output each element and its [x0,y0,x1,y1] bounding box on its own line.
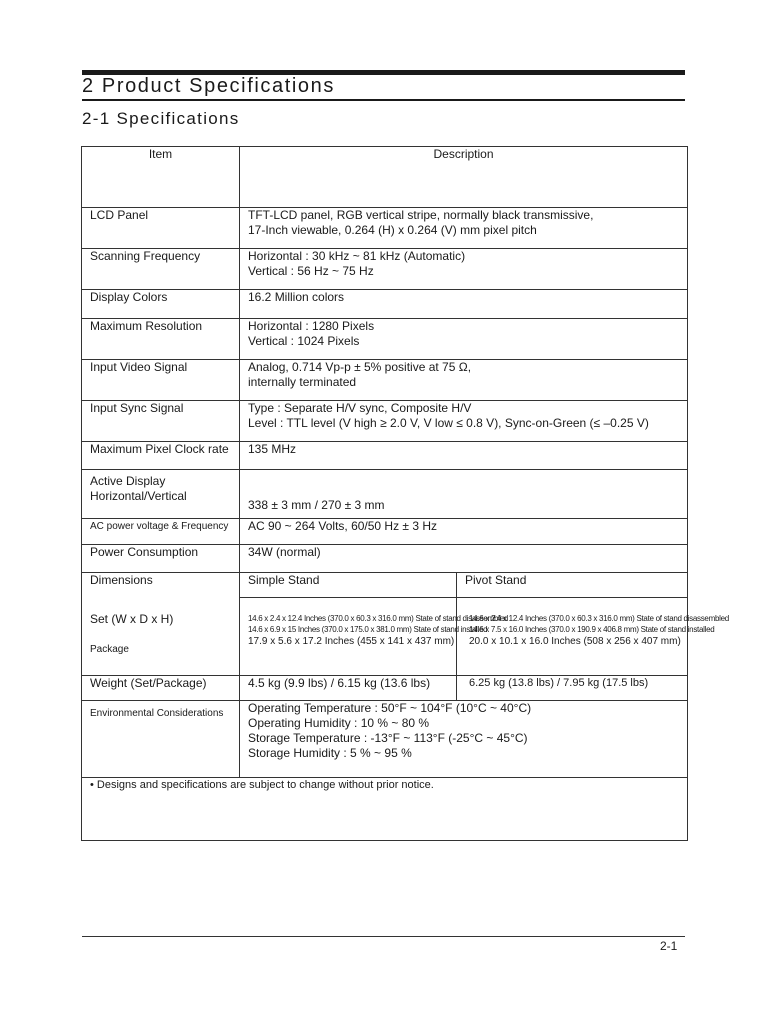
set-label: Set (W x D x H) [90,611,174,626]
col-simple-stand: Simple Stand [240,573,457,598]
desc-active-display: 338 ± 3 mm / 270 ± 3 mm [240,470,688,519]
desc-environmental: Operating Temperature : 50°F ~ 104°F (10°C ~ 40°C) Operating Humidity : 10 % ~ 80 % Storage Temperature : -13°F ~ 113°F (-25°C ~ 45°C) Storage Humidity : 5 % ~ 95 % [240,701,688,778]
item-input-sync-signal: Input Sync Signal [82,401,240,442]
item-dimensions: Dimensions [82,573,240,598]
footer-rule [82,936,685,937]
table-row [82,360,688,401]
desc-scanning-frequency: Horizontal : 30 kHz ~ 81 kHz (Automatic) Vertical : 56 Hz ~ 75 Hz [240,249,688,290]
item-ac-power: AC power voltage & Frequency [82,519,240,545]
page-number: 2-1 [660,939,678,953]
section-title: 2-1 Specifications [82,109,240,128]
desc-max-pixel-clock: 135 MHz [240,442,688,470]
item-scanning-frequency: Scanning Frequency [82,249,240,290]
item-display-colors: Display Colors [82,290,240,319]
table-row [82,676,688,701]
table-row [82,470,688,519]
table-row [82,442,688,470]
table-row [82,701,688,778]
chapter-title: 2 Product Specifications [82,74,685,101]
desc-maximum-resolution: Horizontal : 1280 Pixels Vertical : 1024 Pixels [240,319,688,360]
item-input-video-signal: Input Video Signal [82,360,240,401]
desc-display-colors: 16.2 Million colors [240,290,688,319]
desc-input-video-signal: Analog, 0.714 Vp-p ± 5% positive at 75 Ω, internally terminated [240,360,688,401]
table-row [82,319,688,360]
item-environmental: Environmental Considerations [82,701,240,778]
footnote: • Designs and specifications are subject to change without prior notice. [82,778,688,841]
col-pivot-stand: Pivot Stand [457,573,688,598]
desc-weight-pivot: 6.25 kg (13.8 lbs) / 7.95 kg (17.5 lbs) [457,676,688,701]
desc-input-sync-signal: Type : Separate H/V sync, Composite H/V Level : TTL level (V high ≥ 2.0 V, V low ≤ 0.8 V), Sync-on-Green (≤ –0.25 V) [240,401,688,442]
item-lcd-panel: LCD Panel [82,208,240,249]
specifications-table [81,146,729,841]
table-header-row [82,147,688,208]
table-row [82,778,688,841]
item-set-package [82,598,240,676]
desc-simple-set: 14.6 x 2.4 x 12.4 Inches (370.0 x 60.3 x 316.0 mm) State of stand disassembled 14.6 x 6.9 x 15 Inches (370.0 x 175.0 x 381.0 mm) State of stand installed 17.9 x 5.6 x 17.2 Inches (455 x 141 x 437 mm) [240,598,457,676]
item-active-display: Active Display Horizontal/Vertical [82,470,240,519]
table-row [82,401,688,442]
desc-power-consumption: 34W (normal) [240,545,688,573]
table-row [82,598,688,676]
desc-pivot-set: 14.6 x 2.4 x 12.4 Inches (370.0 x 60.3 x 316.0 mm) State of stand disassembled 14.6 x 7.5 x 16.0 Inches (370.0 x 190.9 x 406.8 mm) State of stand installed 20.0 x 10.1 x 16.0 Inches (508 x 256 x 407 mm) [457,598,688,676]
table-row [82,573,688,598]
item-power-consumption: Power Consumption [82,545,240,573]
table-row [82,208,688,249]
header-item: Item [82,147,240,208]
table-row [82,545,688,573]
table-row [82,290,688,319]
table-row [82,249,688,290]
desc-ac-power: AC 90 ~ 264 Volts, 60/50 Hz ± 3 Hz [240,519,688,545]
package-label: Package [90,643,129,655]
item-max-pixel-clock: Maximum Pixel Clock rate [82,442,240,470]
table-row [82,519,688,545]
item-weight: Weight (Set/Package) [82,676,240,701]
desc-lcd-panel: TFT-LCD panel, RGB vertical stripe, normally black transmissive, 17-Inch viewable, 0.264 (H) x 0.264 (V) mm pixel pitch [240,208,688,249]
desc-weight-simple: 4.5 kg (9.9 lbs) / 6.15 kg (13.6 lbs) [240,676,457,701]
item-maximum-resolution: Maximum Resolution [82,319,240,360]
header-description: Description [240,147,688,208]
